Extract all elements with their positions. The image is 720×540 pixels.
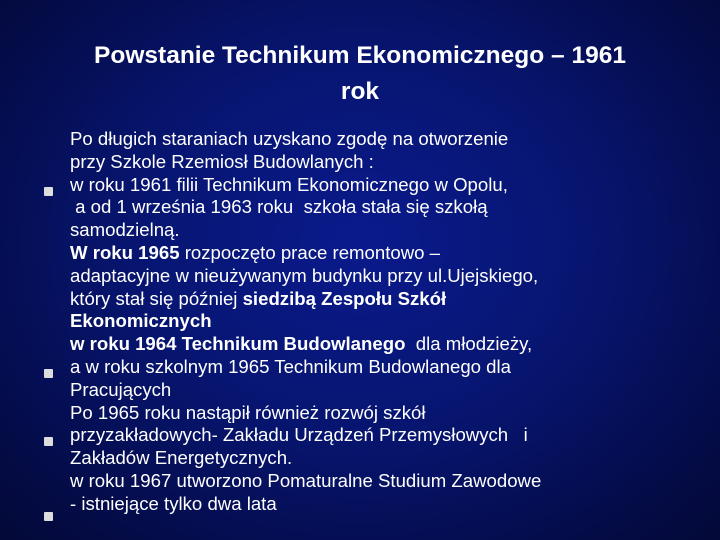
body-line: adaptacyjne w nieużywanym budynku przy ul.Ujejskiego, (70, 264, 539, 286)
body-line (70, 288, 710, 311)
body-line: - istniejące tylko dwa lata (70, 492, 277, 514)
body-line: a w roku szkolnym 1965 Technikum Budowlanego dla (70, 355, 511, 377)
body-line: Pracujących (70, 378, 172, 400)
bold-text: w roku 1964 Technikum Budowlanego (70, 333, 406, 355)
body-line: Po długich staraniach uzyskano zgodę na otworzenie (70, 128, 509, 149)
title-line-1: Powstanie Technikum Ekonomicznego – 1961 (94, 42, 626, 69)
body-line-1965 (70, 242, 710, 265)
body-line: samodzielną. (70, 219, 180, 241)
body-line: przyzakładowych- Zakładu Urządzeń Przemysłowych i (70, 424, 528, 446)
bullet-marker-4 (44, 512, 53, 521)
body-line: a od 1 września 1963 roku szkoła stała się szkołą (70, 196, 488, 218)
body-text: który stał się później (70, 287, 243, 309)
body-line: w roku 1967 utworzono Pomaturalne Studium Zawodowe (70, 469, 542, 491)
body-line-1964 (70, 333, 710, 356)
body-line: Po 1965 roku nastąpił również rozwój szkół (70, 401, 426, 423)
slide-title (40, 38, 680, 110)
title-line-2: rok (340, 78, 380, 105)
body-line: w roku 1961 filii Technikum Ekonomicznego w Opolu, (70, 173, 508, 195)
body-line: Zakładów Energetycznych. (70, 447, 293, 469)
slide-body (70, 128, 710, 516)
bold-text: siedzibą Zespołu Szkół (242, 287, 447, 309)
body-text: dla młodzieży, (405, 333, 533, 355)
bold-text: W roku 1965 (70, 241, 180, 263)
body-line: Ekonomicznych (70, 310, 212, 332)
bullet-marker-1 (44, 187, 53, 196)
body-line: przy Szkole Rzemiosł Budowlanych : (70, 150, 374, 172)
bullet-marker-2 (44, 369, 53, 378)
body-text: rozpoczęto prace remontowo – (179, 241, 440, 263)
bullet-marker-3 (44, 437, 53, 446)
